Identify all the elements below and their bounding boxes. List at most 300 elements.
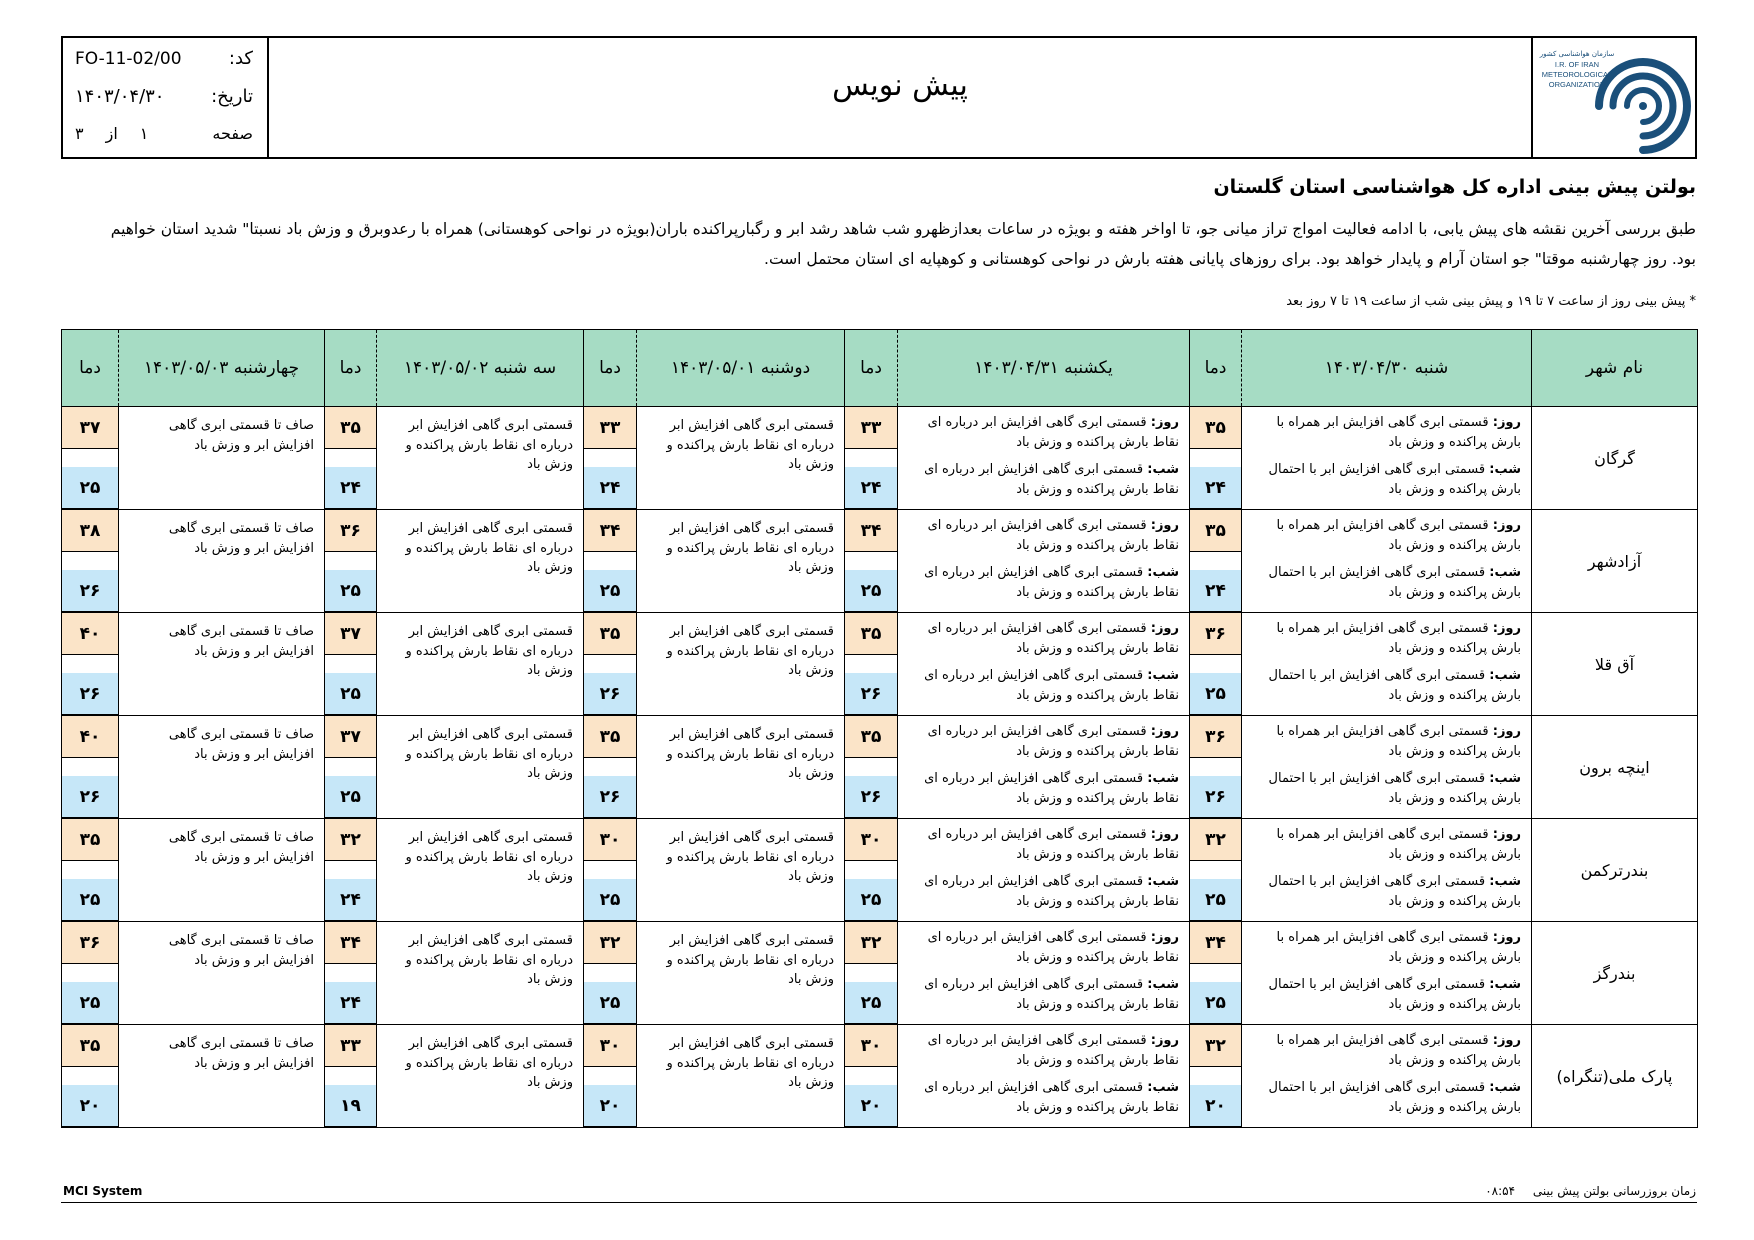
forecast-description: قسمتی ابری گاهی افزایش ابر درباره ای نقاط بارش پراکنده و وزش باد [637, 819, 845, 922]
temperature-cell [1190, 510, 1242, 613]
temperature-cell [1190, 819, 1242, 922]
temperature-cell [325, 510, 377, 613]
temperature-gap [845, 758, 897, 776]
max-temperature: ۳۵ [1190, 510, 1241, 552]
temperature-gap [845, 655, 897, 673]
night-forecast-text: قسمتی ابری گاهی افزایش ابر درباره ای نقاط بارش پراکنده و وزش باد [924, 771, 1179, 806]
temperature-gap [62, 552, 118, 570]
min-temperature: ۲۴ [845, 467, 897, 509]
night-forecast [904, 872, 1179, 919]
max-temperature: ۳۸ [62, 510, 118, 552]
day-forecast-label: روز: [1492, 930, 1521, 945]
forecast-time-note: * پیش بینی روز از ساعت ۷ تا ۱۹ و پیش بینی شب از ساعت ۱۹ تا ۷ روز بعد [1286, 294, 1696, 309]
min-temperature: ۲۰ [1190, 1085, 1241, 1127]
day-forecast-label: روز: [1150, 518, 1179, 533]
forecast-description: صاف تا قسمتی ابری گاهی افزایش ابر و وزش باد [119, 613, 325, 716]
max-temperature: ۳۵ [325, 407, 376, 449]
forecast-description [898, 510, 1190, 613]
day-forecast-text: قسمتی ابری گاهی افزایش ابر همراه با بارش پراکنده و وزش باد [1276, 724, 1521, 759]
temperature-cell [1190, 613, 1242, 716]
table-row [62, 1025, 1698, 1128]
temperature-cell [325, 407, 377, 510]
forecast-description [898, 1025, 1190, 1128]
forecast-description: قسمتی ابری گاهی افزایش ابر درباره ای نقاط بارش پراکنده و وزش باد [377, 716, 584, 819]
temperature-cell [584, 613, 637, 716]
forecast-description: قسمتی ابری گاهی افزایش ابر درباره ای نقاط بارش پراکنده و وزش باد [637, 922, 845, 1025]
min-temperature: ۲۰ [845, 1085, 897, 1127]
temperature-gap [1190, 552, 1241, 570]
forecast-description [898, 716, 1190, 819]
night-forecast [904, 460, 1179, 507]
day-column-header: دوشنبه ۱۴۰۳/۰۵/۰۱ [637, 330, 845, 407]
day-forecast [904, 722, 1179, 769]
temperature-cell [1190, 922, 1242, 1025]
organization-logo [1531, 38, 1695, 157]
min-temperature: ۲۵ [62, 467, 118, 509]
day-column-header: سه شنبه ۱۴۰۳/۰۵/۰۲ [377, 330, 584, 407]
night-forecast [1248, 460, 1521, 507]
temp-column-header: دما [62, 330, 119, 407]
max-temperature: ۳۵ [62, 819, 118, 861]
temperature-cell [62, 1025, 119, 1128]
max-temperature: ۳۶ [325, 510, 376, 552]
temperature-cell [62, 407, 119, 510]
table-row [62, 407, 1698, 510]
max-temperature: ۳۶ [1190, 613, 1241, 655]
forecast-description [1242, 613, 1532, 716]
forecast-description [1242, 1025, 1532, 1128]
min-temperature: ۲۵ [845, 570, 897, 612]
temp-column-header: دما [845, 330, 898, 407]
day-forecast-text: قسمتی ابری گاهی افزایش ابر درباره ای نقاط بارش پراکنده و وزش باد [927, 724, 1179, 759]
day-forecast [904, 928, 1179, 975]
night-forecast [904, 563, 1179, 610]
day-forecast-label: روز: [1150, 621, 1179, 636]
temperature-gap [325, 1067, 376, 1085]
bulletin-title: بولتن پیش بینی اداره کل هواشناسی استان گلستان [1213, 176, 1696, 198]
max-temperature: ۳۵ [584, 613, 636, 655]
page-row [75, 124, 253, 143]
city-name: بندرترکمن [1532, 819, 1698, 922]
temperature-gap [845, 861, 897, 879]
min-temperature: ۲۵ [584, 570, 636, 612]
logo-text-line2: METEOROLOGICAL [1541, 70, 1613, 79]
max-temperature: ۳۲ [325, 819, 376, 861]
temperature-cell [584, 819, 637, 922]
max-temperature: ۳۰ [845, 1025, 897, 1067]
temperature-gap [1190, 861, 1241, 879]
temperature-cell [1190, 1025, 1242, 1128]
temperature-gap [584, 552, 636, 570]
temperature-cell [845, 1025, 898, 1128]
night-forecast-label: شب: [1147, 462, 1179, 477]
forecast-description: صاف تا قسمتی ابری گاهی افزایش ابر و وزش باد [119, 716, 325, 819]
temperature-gap [62, 449, 118, 467]
forecast-description [1242, 716, 1532, 819]
night-forecast-text: قسمتی ابری گاهی افزایش ابر درباره ای نقاط بارش پراکنده و وزش باد [924, 565, 1179, 600]
forecast-description: صاف تا قسمتی ابری گاهی افزایش ابر و وزش باد [119, 407, 325, 510]
min-temperature: ۲۰ [62, 1085, 118, 1127]
night-forecast-text: قسمتی ابری گاهی افزایش ابر با احتمال بارش پراکنده و وزش باد [1268, 565, 1521, 600]
max-temperature: ۳۴ [845, 510, 897, 552]
temperature-cell [845, 819, 898, 922]
temperature-cell [325, 613, 377, 716]
max-temperature: ۳۴ [325, 922, 376, 964]
temperature-gap [1190, 655, 1241, 673]
date-label: تاریخ: [211, 86, 253, 107]
forecast-description: صاف تا قسمتی ابری گاهی افزایش ابر و وزش باد [119, 922, 325, 1025]
max-temperature: ۳۲ [845, 922, 897, 964]
day-forecast-text: قسمتی ابری گاهی افزایش ابر درباره ای نقاط بارش پراکنده و وزش باد [927, 930, 1179, 965]
max-temperature: ۳۷ [62, 407, 118, 449]
day-forecast [904, 413, 1179, 460]
date-value: ۱۴۰۳/۰۴/۳۰ [75, 86, 165, 107]
meteorological-organization-logo-icon [1533, 38, 1693, 157]
footer-system: MCI System [63, 1184, 143, 1198]
city-name: گرگان [1532, 407, 1698, 510]
temperature-cell [1190, 407, 1242, 510]
day-forecast-label: روز: [1492, 415, 1521, 430]
night-forecast [1248, 563, 1521, 610]
temperature-cell [845, 716, 898, 819]
max-temperature: ۳۶ [1190, 716, 1241, 758]
forecast-description: قسمتی ابری گاهی افزایش ابر درباره ای نقاط بارش پراکنده و وزش باد [637, 613, 845, 716]
forecast-table [61, 329, 1698, 1128]
temperature-cell [325, 819, 377, 922]
day-forecast-text: قسمتی ابری گاهی افزایش ابر همراه با بارش پراکنده و وزش باد [1276, 415, 1521, 450]
max-temperature: ۳۳ [325, 1025, 376, 1067]
table-row [62, 613, 1698, 716]
day-forecast-label: روز: [1492, 827, 1521, 842]
temperature-gap [325, 861, 376, 879]
night-forecast-label: شب: [1147, 771, 1179, 786]
forecast-description: قسمتی ابری گاهی افزایش ابر درباره ای نقاط بارش پراکنده و وزش باد [377, 407, 584, 510]
day-forecast-text: قسمتی ابری گاهی افزایش ابر همراه با بارش پراکنده و وزش باد [1276, 930, 1521, 965]
day-forecast [1248, 722, 1521, 769]
max-temperature: ۳۲ [1190, 1025, 1241, 1067]
forecast-description: قسمتی ابری گاهی افزایش ابر درباره ای نقاط بارش پراکنده و وزش باد [637, 510, 845, 613]
min-temperature: ۲۶ [1190, 776, 1241, 818]
forecast-description [1242, 510, 1532, 613]
night-forecast-text: قسمتی ابری گاهی افزایش ابر با احتمال بارش پراکنده و وزش باد [1268, 668, 1521, 703]
night-forecast [1248, 1078, 1521, 1125]
day-forecast [1248, 413, 1521, 460]
min-temperature: ۲۵ [62, 879, 118, 921]
night-forecast-text: قسمتی ابری گاهی افزایش ابر با احتمال بارش پراکنده و وزش باد [1268, 771, 1521, 806]
min-temperature: ۱۹ [325, 1085, 376, 1127]
temperature-gap [62, 655, 118, 673]
forecast-description [1242, 407, 1532, 510]
forecast-description [1242, 819, 1532, 922]
day-forecast-text: قسمتی ابری گاهی افزایش ابر درباره ای نقاط بارش پراکنده و وزش باد [927, 518, 1179, 553]
forecast-description: صاف تا قسمتی ابری گاهی افزایش ابر و وزش باد [119, 1025, 325, 1128]
day-forecast [904, 825, 1179, 872]
footer-divider [61, 1202, 1697, 1203]
day-forecast-label: روز: [1492, 1033, 1521, 1048]
temperature-cell [845, 510, 898, 613]
forecast-description: قسمتی ابری گاهی افزایش ابر درباره ای نقاط بارش پراکنده و وزش باد [637, 407, 845, 510]
day-column-header: چهارشنبه ۱۴۰۳/۰۵/۰۳ [119, 330, 325, 407]
table-row [62, 716, 1698, 819]
min-temperature: ۲۶ [845, 776, 897, 818]
forecast-description [898, 819, 1190, 922]
min-temperature: ۲۶ [62, 673, 118, 715]
min-temperature: ۲۴ [325, 467, 376, 509]
max-temperature: ۳۵ [1190, 407, 1241, 449]
min-temperature: ۲۰ [584, 1085, 636, 1127]
max-temperature: ۳۴ [1190, 922, 1241, 964]
temperature-gap [584, 655, 636, 673]
forecast-description: قسمتی ابری گاهی افزایش ابر درباره ای نقاط بارش پراکنده و وزش باد [377, 819, 584, 922]
night-forecast-label: شب: [1147, 874, 1179, 889]
temperature-cell [325, 922, 377, 1025]
page-of: از [105, 124, 118, 143]
table-row [62, 510, 1698, 613]
night-forecast-text: قسمتی ابری گاهی افزایش ابر درباره ای نقاط بارش پراکنده و وزش باد [924, 1080, 1179, 1115]
max-temperature: ۳۵ [845, 613, 897, 655]
night-forecast-label: شب: [1489, 1080, 1521, 1095]
temperature-cell [1190, 716, 1242, 819]
night-forecast [1248, 769, 1521, 816]
max-temperature: ۴۰ [62, 716, 118, 758]
min-temperature: ۲۵ [584, 879, 636, 921]
max-temperature: ۳۴ [584, 510, 636, 552]
day-forecast-label: روز: [1150, 827, 1179, 842]
night-forecast-text: قسمتی ابری گاهی افزایش ابر درباره ای نقاط بارش پراکنده و وزش باد [924, 462, 1179, 497]
min-temperature: ۲۵ [325, 673, 376, 715]
temperature-gap [1190, 758, 1241, 776]
update-time: ۰۸:۵۴ [1485, 1184, 1516, 1198]
day-forecast-label: روز: [1150, 1033, 1179, 1048]
night-forecast-label: شب: [1489, 977, 1521, 992]
max-temperature: ۳۰ [845, 819, 897, 861]
day-forecast-label: روز: [1150, 930, 1179, 945]
min-temperature: ۲۴ [325, 879, 376, 921]
night-forecast [1248, 975, 1521, 1022]
max-temperature: ۳۰ [584, 819, 636, 861]
day-forecast [1248, 928, 1521, 975]
table-row [62, 922, 1698, 1025]
min-temperature: ۲۴ [1190, 570, 1241, 612]
min-temperature: ۲۵ [62, 982, 118, 1024]
document-meta [63, 38, 269, 157]
temperature-cell [845, 922, 898, 1025]
update-label: زمان بروزرسانی بولتن پیش بینی [1532, 1184, 1696, 1198]
day-forecast-text: قسمتی ابری گاهی افزایش ابر همراه با بارش پراکنده و وزش باد [1276, 827, 1521, 862]
min-temperature: ۲۵ [1190, 982, 1241, 1024]
night-forecast-text: قسمتی ابری گاهی افزایش ابر با احتمال بارش پراکنده و وزش باد [1268, 462, 1521, 497]
day-forecast [1248, 619, 1521, 666]
day-forecast [904, 1031, 1179, 1078]
code-row [75, 48, 253, 69]
max-temperature: ۳۵ [62, 1025, 118, 1067]
night-forecast-label: شب: [1489, 462, 1521, 477]
date-row [75, 86, 253, 107]
temp-column-header: دما [325, 330, 377, 407]
temperature-gap [62, 1067, 118, 1085]
city-column-header: نام شهر [1532, 330, 1698, 407]
document-header [61, 36, 1697, 159]
max-temperature: ۳۳ [584, 407, 636, 449]
temperature-gap [325, 552, 376, 570]
night-forecast-text: قسمتی ابری گاهی افزایش ابر با احتمال بارش پراکنده و وزش باد [1268, 977, 1521, 1012]
forecast-description [898, 407, 1190, 510]
temperature-gap [325, 758, 376, 776]
night-forecast [904, 1078, 1179, 1125]
day-forecast-text: قسمتی ابری گاهی افزایش ابر درباره ای نقاط بارش پراکنده و وزش باد [927, 827, 1179, 862]
city-name: اینچه برون [1532, 716, 1698, 819]
night-forecast-label: شب: [1147, 977, 1179, 992]
forecast-description [898, 922, 1190, 1025]
min-temperature: ۲۴ [325, 982, 376, 1024]
day-forecast [904, 619, 1179, 666]
min-temperature: ۲۴ [1190, 467, 1241, 509]
bulletin-intro: طبق بررسی آخرین نقشه های پیش یابی، با ادامه فعالیت امواج تراز میانی جو، تا اواخر هفته و بویژه در ساعات بعدازظهرو شب شاهد رشد ابر و رگبارپراکنده باران(بویژه در نواحی کوهستانی) همراه با رعدوبرق و وزش باد نسبتا" شدید استان خواهیم بود. روز چهارشنبه موقتا" جو استان آرام و پایدار خواهد بود. برای روزهای پایانی هفته بارش در نواحی کوهستانی و کوهپایه ای استان محتمل است. [110, 220, 1696, 268]
max-temperature: ۳۵ [584, 716, 636, 758]
day-column-header: شنبه ۱۴۰۳/۰۴/۳۰ [1242, 330, 1532, 407]
temperature-gap [584, 1067, 636, 1085]
max-temperature: ۳۲ [584, 922, 636, 964]
night-forecast-text: قسمتی ابری گاهی افزایش ابر درباره ای نقاط بارش پراکنده و وزش باد [924, 977, 1179, 1012]
night-forecast-text: قسمتی ابری گاهی افزایش ابر درباره ای نقاط بارش پراکنده و وزش باد [924, 668, 1179, 703]
max-temperature: ۳۷ [325, 613, 376, 655]
forecast-description: قسمتی ابری گاهی افزایش ابر درباره ای نقاط بارش پراکنده و وزش باد [637, 716, 845, 819]
city-name: پارک ملی(تنگراه) [1532, 1025, 1698, 1128]
logo-text-line1: I.R. OF IRAN [1554, 60, 1600, 69]
night-forecast-label: شب: [1489, 874, 1521, 889]
temperature-cell [584, 1025, 637, 1128]
temp-column-header: دما [1190, 330, 1242, 407]
city-name: بندرگز [1532, 922, 1698, 1025]
day-forecast-text: قسمتی ابری گاهی افزایش ابر همراه با بارش پراکنده و وزش باد [1276, 1033, 1521, 1068]
forecast-description: صاف تا قسمتی ابری گاهی افزایش ابر و وزش باد [119, 819, 325, 922]
temperature-cell [62, 510, 119, 613]
temperature-cell [62, 613, 119, 716]
min-temperature: ۲۶ [845, 673, 897, 715]
footer-update-time [1485, 1184, 1696, 1198]
temperature-cell [62, 922, 119, 1025]
day-forecast [1248, 825, 1521, 872]
day-forecast-label: روز: [1492, 621, 1521, 636]
night-forecast-label: شب: [1489, 565, 1521, 580]
night-forecast-label: شب: [1147, 668, 1179, 683]
temperature-gap [584, 758, 636, 776]
temperature-cell [584, 407, 637, 510]
night-forecast-label: شب: [1147, 1080, 1179, 1095]
day-forecast-text: قسمتی ابری گاهی افزایش ابر درباره ای نقاط بارش پراکنده و وزش باد [927, 621, 1179, 656]
max-temperature: ۳۳ [845, 407, 897, 449]
forecast-description: صاف تا قسمتی ابری گاهی افزایش ابر و وزش باد [119, 510, 325, 613]
table-row [62, 819, 1698, 922]
day-forecast-text: قسمتی ابری گاهی افزایش ابر درباره ای نقاط بارش پراکنده و وزش باد [927, 1033, 1179, 1068]
city-name: آق قلا [1532, 613, 1698, 716]
code-value: FO-11-02/00 [75, 48, 182, 69]
min-temperature: ۲۵ [325, 776, 376, 818]
min-temperature: ۲۶ [62, 776, 118, 818]
max-temperature: ۴۰ [62, 613, 118, 655]
forecast-description [898, 613, 1190, 716]
night-forecast [904, 666, 1179, 713]
temperature-cell [325, 716, 377, 819]
temperature-gap [584, 964, 636, 982]
min-temperature: ۲۵ [584, 982, 636, 1024]
day-forecast-text: قسمتی ابری گاهی افزایش ابر همراه با بارش پراکنده و وزش باد [1276, 621, 1521, 656]
temperature-cell [584, 510, 637, 613]
temperature-gap [845, 1067, 897, 1085]
temperature-gap [62, 861, 118, 879]
temperature-gap [845, 449, 897, 467]
temperature-gap [584, 449, 636, 467]
temperature-gap [325, 655, 376, 673]
page-total: ۳ [75, 124, 84, 143]
night-forecast-label: شب: [1489, 668, 1521, 683]
night-forecast-label: شب: [1489, 771, 1521, 786]
day-forecast [904, 516, 1179, 563]
night-forecast-text: قسمتی ابری گاهی افزایش ابر با احتمال بارش پراکنده و وزش باد [1268, 1080, 1521, 1115]
min-temperature: ۲۵ [845, 879, 897, 921]
forecast-description: قسمتی ابری گاهی افزایش ابر درباره ای نقاط بارش پراکنده و وزش باد [377, 613, 584, 716]
max-temperature: ۳۲ [1190, 819, 1241, 861]
temperature-cell [62, 819, 119, 922]
page-current: ۱ [139, 124, 149, 143]
logo-text-fa: سازمان هواشناسی کشور [1539, 50, 1615, 58]
temperature-gap [845, 964, 897, 982]
night-forecast [1248, 872, 1521, 919]
temperature-cell [845, 407, 898, 510]
temperature-gap [325, 449, 376, 467]
min-temperature: ۲۵ [1190, 673, 1241, 715]
forecast-description: قسمتی ابری گاهی افزایش ابر درباره ای نقاط بارش پراکنده و وزش باد [637, 1025, 845, 1128]
logo-text-line3: ORGANIZATION [1548, 80, 1606, 89]
day-forecast [1248, 1031, 1521, 1078]
day-column-header: یکشنبه ۱۴۰۳/۰۴/۳۱ [898, 330, 1190, 407]
min-temperature: ۲۵ [1190, 879, 1241, 921]
temperature-gap [1190, 1067, 1241, 1085]
temperature-gap [584, 861, 636, 879]
code-label: کد: [228, 48, 253, 69]
temperature-gap [62, 964, 118, 982]
max-temperature: ۳۰ [584, 1025, 636, 1067]
forecast-description [1242, 922, 1532, 1025]
day-forecast-label: روز: [1492, 724, 1521, 739]
temperature-gap [1190, 964, 1241, 982]
day-forecast-label: روز: [1150, 415, 1179, 430]
night-forecast-text: قسمتی ابری گاهی افزایش ابر درباره ای نقاط بارش پراکنده و وزش باد [924, 874, 1179, 909]
min-temperature: ۲۵ [845, 982, 897, 1024]
night-forecast-label: شب: [1147, 565, 1179, 580]
day-forecast-text: قسمتی ابری گاهی افزایش ابر همراه با بارش پراکنده و وزش باد [1276, 518, 1521, 553]
night-forecast [904, 769, 1179, 816]
day-forecast-label: روز: [1150, 724, 1179, 739]
min-temperature: ۲۵ [325, 570, 376, 612]
temperature-gap [1190, 449, 1241, 467]
forecast-description: قسمتی ابری گاهی افزایش ابر درباره ای نقاط بارش پراکنده و وزش باد [377, 1025, 584, 1128]
temperature-cell [584, 716, 637, 819]
temperature-gap [325, 964, 376, 982]
day-forecast [1248, 516, 1521, 563]
temperature-cell [845, 613, 898, 716]
min-temperature: ۲۶ [584, 673, 636, 715]
max-temperature: ۳۶ [62, 922, 118, 964]
temp-column-header: دما [584, 330, 637, 407]
min-temperature: ۲۶ [62, 570, 118, 612]
min-temperature: ۲۴ [584, 467, 636, 509]
city-name: آزادشهر [1532, 510, 1698, 613]
document-title: پیش نویس [832, 68, 968, 103]
night-forecast-text: قسمتی ابری گاهی افزایش ابر با احتمال بارش پراکنده و وزش باد [1268, 874, 1521, 909]
table-header-row [62, 330, 1698, 407]
night-forecast [904, 975, 1179, 1022]
